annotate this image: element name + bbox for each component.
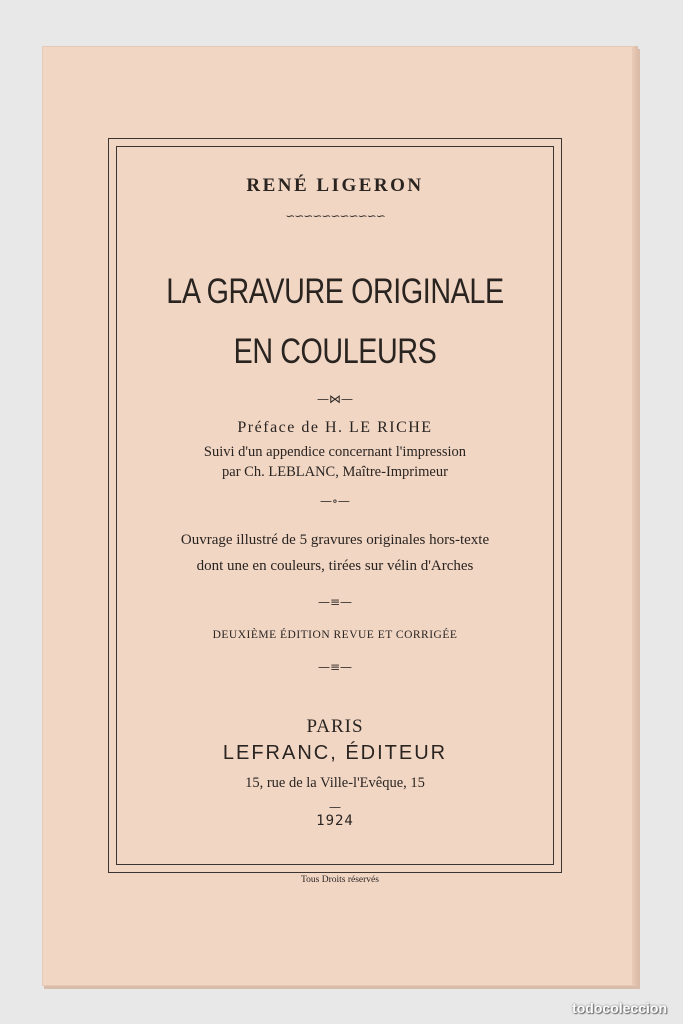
publisher-address: 15, rue de la Ville-l'Evêque, 15 <box>245 775 425 791</box>
illustration-note-line-2: dont une en couleurs, tirées sur vélin d'Arches <box>196 558 474 574</box>
ornament-divider: —≡— <box>317 660 353 674</box>
book-cover <box>42 46 638 986</box>
page-edge <box>632 46 638 986</box>
book-title-line-1: LA GRAVURE ORIGINALE <box>166 272 504 311</box>
ornament-divider: —⋈— <box>317 392 353 406</box>
book-title-line-2: EN COULEURS <box>233 332 437 371</box>
watermark-logo: todocoleccion <box>572 1000 667 1016</box>
illustration-note-line-1: Ouvrage illustré de 5 gravures originales hors-texte <box>180 532 490 548</box>
appendix-line-2: par Ch. LEBLANC, Maître-Imprimeur <box>222 464 448 480</box>
title-page-content <box>109 139 561 872</box>
outer-frame <box>108 138 562 873</box>
ornament-divider: —∘— <box>320 494 350 508</box>
preface-credit: Préface de H. LE RICHE <box>237 419 433 436</box>
publication-year: 1924 <box>316 813 354 829</box>
rights-notice: Tous Droits réservés <box>301 875 379 885</box>
ornament-divider: —≡— <box>317 595 353 609</box>
edition-note: DEUXIÈME ÉDITION REVUE ET CORRIGÉE <box>212 629 458 641</box>
publication-city: PARIS <box>306 716 364 737</box>
appendix-line-1: Suivi d'un appendice concernant l'impression <box>203 444 467 460</box>
ornament-divider: — <box>329 800 341 814</box>
wavy-ornament: ∽∽∽∽∽∽∽∽∽∽∽ <box>285 209 385 223</box>
publisher-name: LEFRANC, ÉDITEUR <box>222 742 448 764</box>
author-name: RENÉ LIGERON <box>246 175 424 196</box>
